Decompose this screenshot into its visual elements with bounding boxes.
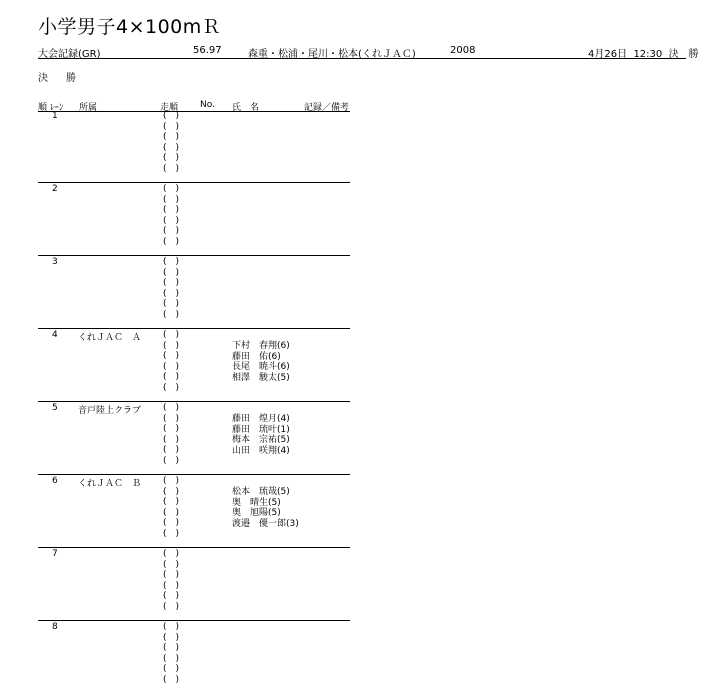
athlete-name: 松本 琉哉(5): [232, 487, 290, 497]
header-rank: 順: [38, 103, 48, 113]
team-name: 音戸陸上クラブ: [78, 406, 142, 416]
runner-order-slot: ( ): [163, 205, 180, 215]
athlete-name: 奥 旭陽(5): [232, 508, 281, 518]
runner-order-slot: ( ): [163, 163, 180, 174]
lane-row: [0, 549, 722, 621]
header-record: 記録／備考: [304, 103, 350, 113]
runner-order-slot: ( ): [163, 445, 180, 455]
runner-order-slot: ( ): [163, 382, 180, 393]
runner-order-slot: ( ): [163, 215, 180, 226]
heat-divider: [38, 474, 350, 475]
athlete-name: 渡邉 優一郎(3): [232, 518, 299, 529]
runner-order-slot: ( ): [163, 591, 180, 601]
heat-divider: [38, 620, 350, 621]
header-order: 走順: [160, 103, 179, 113]
athlete-name: 相澤 駿太(5): [232, 372, 290, 383]
heat-divider: [38, 182, 350, 183]
record-divider: [38, 58, 686, 59]
header-name: 氏 名: [232, 103, 260, 113]
header-no: No.: [200, 100, 215, 110]
page-title: 小学男子4×100mＲ: [38, 16, 222, 38]
heat-divider: [38, 255, 350, 256]
lane-row: [0, 184, 722, 256]
runner-order-slot: ( ): [163, 559, 180, 570]
runner-order-slot: ( ): [163, 340, 180, 351]
runner-order-slot: ( ): [163, 601, 180, 612]
lane-number: 2: [52, 184, 58, 194]
runner-order-slot: ( ): [163, 299, 180, 309]
lane-number: 8: [52, 622, 58, 632]
runner-order-slot: ( ): [163, 236, 180, 247]
lane-number: 4: [52, 330, 58, 340]
runner-order-slot: ( ): [163, 434, 180, 445]
runner-order-slot: ( ): [163, 580, 180, 591]
runner-order-slot: ( ): [163, 267, 180, 278]
lane-number: 5: [52, 403, 58, 413]
record-year: 2008: [450, 45, 476, 56]
runner-order-slot: ( ): [163, 455, 180, 466]
runner-order-slot: ( ): [163, 570, 180, 580]
runner-order-slot: ( ): [163, 153, 180, 163]
runner-order-slot: ( ): [163, 653, 180, 664]
runner-order-slot: ( ): [163, 507, 180, 518]
lane-number: 7: [52, 549, 58, 559]
runner-order-slot: ( ): [163, 476, 180, 486]
athlete-name: 奥 晴生(5): [232, 497, 281, 508]
runner-order-slot: ( ): [163, 351, 180, 361]
lane-row: [0, 111, 722, 183]
team-name: くれＪＡＣ Ａ: [78, 333, 142, 343]
athlete-name: 藤田 佑(6): [232, 351, 281, 362]
runner-order-slot: ( ): [163, 549, 180, 559]
runner-order-slot: ( ): [163, 497, 180, 507]
runner-order-slot: ( ): [163, 424, 180, 434]
runner-order-slot: ( ): [163, 528, 180, 539]
runner-order-slot: ( ): [163, 226, 180, 236]
runner-order-slot: ( ): [163, 288, 180, 299]
runner-order-slot: ( ): [163, 518, 180, 528]
athlete-name: 下村 春翔(6): [232, 341, 290, 351]
runner-order-slot: ( ): [163, 142, 180, 153]
round-label: 決 勝: [38, 73, 80, 84]
runner-order-slot: ( ): [163, 111, 180, 121]
record-label: 大会記録(GR): [38, 49, 101, 60]
athlete-name: 長尾 暁斗(6): [232, 362, 290, 372]
runner-order-slot: ( ): [163, 309, 180, 320]
heat-divider: [38, 547, 350, 548]
team-name: くれＪＡＣ Ｂ: [78, 479, 142, 489]
runner-order-slot: ( ): [163, 403, 180, 413]
lane-row: [0, 622, 722, 694]
lane-row: [0, 257, 722, 329]
athlete-name: 山田 咲翔(4): [232, 445, 290, 456]
athlete-name: 藤田 煌月(4): [232, 414, 290, 424]
lane-row: [0, 403, 722, 475]
athlete-name: 藤田 琉叶(1): [232, 424, 290, 435]
lane-number: 3: [52, 257, 58, 267]
runner-order-slot: ( ): [163, 372, 180, 382]
lane-number: 6: [52, 476, 58, 486]
heat-divider: [38, 328, 350, 329]
runner-order-slot: ( ): [163, 664, 180, 674]
event-schedule: 4月26日 12:30 決 勝: [588, 49, 699, 60]
runner-order-slot: ( ): [163, 632, 180, 643]
runner-order-slot: ( ): [163, 278, 180, 288]
runner-order-slot: ( ): [163, 361, 180, 372]
runner-order-slot: ( ): [163, 330, 180, 340]
record-time: 56.97: [193, 45, 222, 56]
runner-order-slot: ( ): [163, 486, 180, 497]
header-lane: ﾚｰﾝ: [50, 103, 64, 113]
lane-row: [0, 476, 722, 548]
runner-order-slot: ( ): [163, 194, 180, 205]
runner-order-slot: ( ): [163, 257, 180, 267]
lane-row: [0, 330, 722, 402]
record-holders: 森重・松浦・尾川・松本(くれＪＡＣ): [248, 49, 416, 60]
runner-order-slot: ( ): [163, 643, 180, 653]
runner-order-slot: ( ): [163, 674, 180, 685]
runner-order-slot: ( ): [163, 121, 180, 132]
athlete-name: 梅本 宗祐(5): [232, 435, 290, 445]
runner-order-slot: ( ): [163, 184, 180, 194]
runner-order-slot: ( ): [163, 132, 180, 142]
runner-order-slot: ( ): [163, 622, 180, 632]
runner-order-slot: ( ): [163, 413, 180, 424]
header-team: 所属: [79, 103, 98, 113]
heat-divider: [38, 401, 350, 402]
lane-number: 1: [52, 111, 58, 121]
